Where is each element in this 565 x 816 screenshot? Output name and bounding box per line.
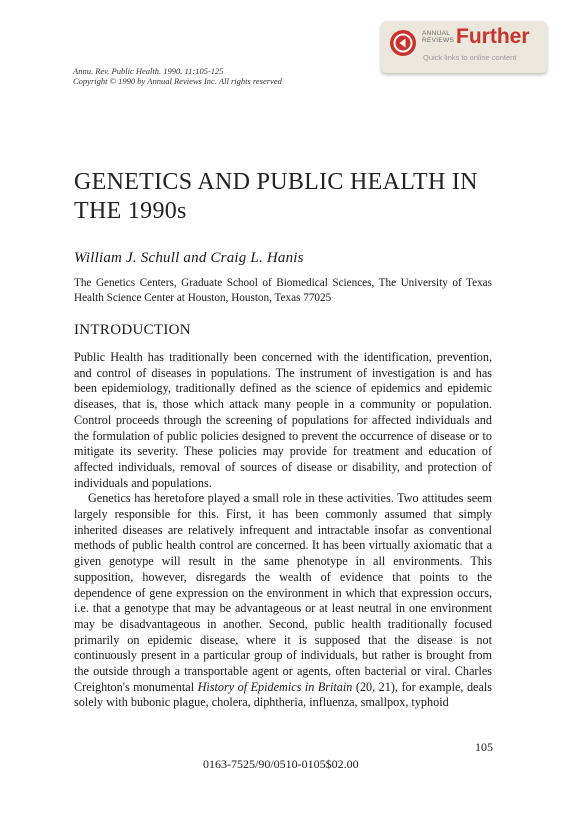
further-label: Further bbox=[456, 25, 530, 48]
paragraph-2-tail: (20, 21), for example, deals solely with bubonic plague, cholera, diphtheria, influenza, smallpox, typhoid bbox=[74, 679, 493, 710]
page-number: 105 bbox=[475, 740, 493, 754]
article-title bbox=[74, 168, 478, 226]
citation-line-2: Copyright © 1990 by Annual Reviews Inc. All rights reserved bbox=[73, 76, 282, 86]
title-line-1: GENETICS AND PUBLIC HEALTH IN bbox=[74, 169, 478, 195]
further-subtitle: Quick links to online content bbox=[423, 53, 517, 62]
annual-reviews-wordmark: ANNUAL REVIEWS bbox=[422, 30, 455, 44]
body-paragraph-2 bbox=[74, 491, 492, 711]
affiliation: The Genetics Centers, Graduate School of Biomedical Sciences, The University of Texas Health Science Center at Houston, Houston, Texas 77025 bbox=[74, 277, 492, 304]
citation-line-1: Annu. Rev. Public Health. 1990. 11:105-125 bbox=[73, 66, 224, 76]
body-paragraph-1: Public Health has traditionally been concerned with the identification, prevention, and control of diseases in populations. The instrument of investigation is and has been epidemiology, traditionally defined as the science of epidemics and epidemic diseases, that is, those which attack many people in a community or population. Control proceeds through the screening of populations for affected individuals and the formulation of public policies designed to prevent the occurrence of disease or to mitigate its severity. These policies may provide for treatment and education of affected individuals, removal of sources of disease or disability, and protection of individuals and populations. bbox=[74, 350, 492, 490]
annual-reviews-further-badge[interactable] bbox=[381, 21, 547, 73]
journal-citation bbox=[73, 66, 282, 86]
paragraph-2-text: Genetics has heretofore played a small role in these activities. Two attitudes seem largely responsible for this. First, it has been commonly assumed that simply inherited diseases are relatively infrequent and intractable insofar as conventional methods of public health control are concerned. It has been virtually axiomatic that a given genotype will result in the same phenotype in all environments. This supposition, however, disregards the wealth of evidence that points to the dependence of gene expression on the environment in which that expression occurs, i.e. that a genotype that may be advantageous or at least neutral in one environment may be disadvantageous in another. Second, public health traditionally focused primarily on epidemic disease, where it is supposed that the disease is not continuously present in a particular group of individuals, but rather is brought from the outside through a transportable agent or agents, often bacterial or viral. Charles Creighton's monumental bbox=[74, 491, 492, 694]
title-line-2: THE 1990s bbox=[74, 198, 187, 224]
price-code: 0163-7525/90/0510-0105$02.00 bbox=[203, 757, 359, 771]
authors: William J. Schull and Craig L. Hanis bbox=[74, 250, 304, 266]
book-title: History of Epidemics in Britain bbox=[197, 679, 353, 694]
section-heading: INTRODUCTION bbox=[74, 322, 191, 338]
annual-reviews-logo-icon bbox=[390, 30, 416, 56]
article-body bbox=[74, 350, 492, 711]
